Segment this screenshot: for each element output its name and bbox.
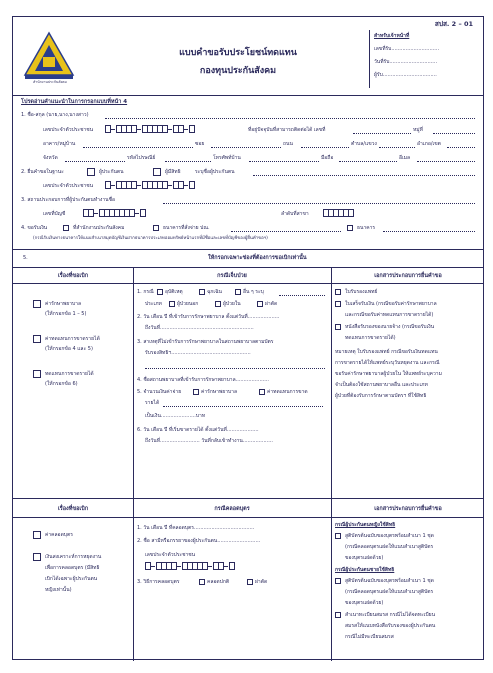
childbirth-cost-checkbox[interactable]	[33, 531, 41, 539]
branch-digit-boxes[interactable]	[323, 209, 353, 217]
address-no-field[interactable]	[353, 132, 411, 134]
doc-item: ใบเสร็จรับเงิน (กรณีขอรับค่ารักษาพยาบาล	[345, 301, 437, 307]
doc-item: ของบุตรแฝดด้วย)	[345, 555, 384, 561]
table2-col2-header: กรณีคลอดบุตร	[214, 506, 250, 512]
inpatient-label: ผู้ป่วยใน	[223, 301, 241, 307]
doc-employer-cert-checkbox[interactable]	[335, 324, 341, 330]
birth-date-label: 1. วัน เดือน ปี ที่คลอดบุตร......................................	[137, 525, 255, 531]
medical-cost-checkbox[interactable]	[33, 300, 41, 308]
province-field[interactable]	[65, 160, 125, 162]
sickness-case-label: 1. กรณี	[137, 289, 154, 295]
other-case-checkbox[interactable]	[235, 289, 241, 295]
province-label: จังหวัด	[43, 155, 58, 161]
reason-label: 3. สาเหตุที่ไม่เข้ารับการรักษาพยาบาลในสถานพยาบาลตามบัตร	[137, 339, 274, 345]
email-field[interactable]	[417, 160, 475, 162]
doc-item: (กรณีคลอดบุตรแฝดให้แนบสำเนาสูติบัตร	[345, 544, 434, 550]
medical-amount-checkbox[interactable]	[193, 389, 199, 395]
table1-col3-header: เอกสารประกอบการยื่นคำขอ	[374, 273, 442, 279]
outpatient-checkbox[interactable]	[169, 301, 175, 307]
spouse-name-label: 2. ชื่อ สามีหรือภรรยาของผู้ประกันตน...........................	[137, 538, 261, 544]
office-heading: สำหรับเจ้าหน้าที่	[374, 33, 410, 39]
tambon-label: ตำบล/แขวง	[351, 141, 377, 147]
pay-sso-checkbox[interactable]	[63, 225, 69, 231]
amphoe-field[interactable]	[447, 146, 475, 148]
income-amount-checkbox[interactable]	[259, 389, 265, 395]
doc-marriage-cert-checkbox[interactable]	[335, 612, 341, 618]
doc-item: กรณีไม่มีทะเบียนสมรส	[345, 634, 394, 640]
claim-item: เบิกได้เฉพาะผู้ประกันตน	[45, 576, 98, 582]
claim-item: ทดแทนการขาดรายได้	[45, 371, 94, 377]
road-label: ถนน	[283, 141, 293, 147]
amphoe-label: อำเภอ/เขต	[417, 141, 441, 147]
received-date-field[interactable]: วันที่รับ..............................	[374, 59, 438, 65]
doc-medical-cert-checkbox[interactable]	[335, 289, 341, 295]
tambon-field[interactable]	[379, 146, 415, 148]
doc-item: ทดแทนการขาดรายได้)	[345, 335, 396, 341]
beneficiary-checkbox[interactable]	[153, 168, 161, 176]
moo-label: หมู่ที่	[413, 127, 423, 133]
received-no-field[interactable]: เลขที่รับ..............................	[374, 46, 440, 52]
form-number: สปส. 2 – 01	[434, 20, 473, 28]
surgery-checkbox[interactable]	[257, 301, 263, 307]
claim-item: ค่าคลอดบุตร	[45, 532, 73, 538]
phone-label: โทรศัพท์บ้าน	[213, 155, 241, 161]
amount-detail-field[interactable]	[163, 405, 323, 407]
table1-top-border	[13, 267, 483, 268]
postcode-field[interactable]	[165, 160, 211, 162]
id-label: เลขประจำตัวประชาชน	[43, 127, 94, 133]
other-case-label: อื่น ๆ ระบุ	[243, 289, 264, 295]
other-case-field[interactable]	[279, 294, 325, 296]
doc-female-heading: กรณีผู้ประกันตนหญิงใช้สิทธิ	[335, 522, 396, 528]
pay-bank-label: ธนาคาร	[357, 225, 376, 231]
surgery-label: ผ่าตัด	[265, 301, 278, 307]
branch-label: ลำดับที่สาขา	[281, 211, 309, 217]
doc-item: (กรณีคลอดบุตรแฝดให้แนบสำเนาสูติบัตร	[345, 589, 434, 595]
medical-amount-label: ค่ารักษาพยาบาล	[201, 389, 238, 395]
divider	[13, 95, 483, 96]
accident-checkbox[interactable]	[157, 289, 163, 295]
table1-col2-header: กรณีเจ็บป่วย	[217, 273, 247, 279]
return-date-label: ถึงวันที่......................... วันที่กลับเข้าทำงาน...................	[145, 438, 274, 444]
form-title: แบบคำขอรับประโยชน์ทดแทน	[179, 48, 297, 58]
doc-receipt-checkbox[interactable]	[335, 301, 341, 307]
table1-header-border	[13, 283, 483, 284]
outpatient-label: ผู้ป่วยนอก	[177, 301, 199, 307]
income-amount-label-cont: รายได้	[145, 400, 160, 406]
claim-item-note: (ให้กรอกข้อ 4 และ 5)	[45, 346, 93, 352]
doc-note: การขาดรายได้ให้แพทย์ระบุวันหยุดงาน และกรณี	[335, 360, 440, 366]
claim-item: ค่าทดแทนการขาดรายได้	[45, 336, 100, 342]
insured-option-label: ผู้ประกันตน	[99, 169, 124, 175]
table1-col1-header: เรื่องที่ขอเบิก	[57, 273, 89, 279]
doc-birth-cert-female-checkbox[interactable]	[335, 533, 341, 539]
mobile-label: มือถือ	[321, 155, 334, 161]
claim-item: ค่ารักษาพยาบาล	[45, 301, 82, 307]
normal-delivery-checkbox[interactable]	[199, 579, 205, 585]
doc-item: สำเนาทะเบียนสมรส กรณีไม่ได้จดทะเบียน	[345, 612, 435, 618]
maternity-leave-checkbox[interactable]	[33, 553, 41, 561]
bank-note: (กรณีรับเงินทางธนาคารให้แนบสำเนาสมุดบัญชีเงินฝากธนาคารประเภทออมทรัพย์หน้าแรกที่มีชื่อและเลขที่บัญชีของผู้ยื่นคำขอฯ)	[33, 236, 268, 241]
spouse-id-label: เลขประจำตัวประชาชน	[145, 552, 196, 558]
insured-id-digit-boxes[interactable]	[105, 181, 194, 189]
doc-note: หมายเหตุ ใบรับรองแพทย์ กรณีขอรับเงินทดแทน	[335, 349, 438, 355]
income-compensation-checkbox[interactable]	[33, 370, 41, 378]
postal-field[interactable]	[231, 230, 341, 232]
income-amount-label: ค่าทดแทนการขาด	[267, 389, 308, 395]
treatment-end-label: ถึงวันที่...........................................................	[145, 325, 254, 331]
doc-item: และกรณีขอรับค่าทดแทนการขาดรายได้)	[345, 312, 434, 318]
employer-label: 3. สถานประกอบการที่ผู้ประกันตนทำงานชื่อ	[21, 197, 115, 203]
doc-item: ใบรับรองแพทย์	[345, 289, 378, 295]
doc-item: สมรสให้แนบหนังสือรับรองของผู้ประกันตน	[345, 623, 436, 629]
table2-header-border	[13, 517, 483, 518]
building-field[interactable]	[83, 146, 193, 148]
table2-col1-header: เรื่องที่ขอเบิก	[57, 506, 89, 512]
spouse-id-digit-boxes[interactable]	[145, 562, 234, 570]
postcode-label: รหัสไปรษณีย์	[127, 155, 156, 161]
form-subtitle: กองทุนประกันสังคม	[199, 66, 277, 76]
patient-type-label: ประเภท	[145, 301, 162, 307]
cesarean-checkbox[interactable]	[247, 579, 253, 585]
office-use-box	[369, 30, 479, 88]
amount-label: 5. จำนวนเงินค่าจ่าย	[137, 389, 182, 395]
name-field[interactable]	[105, 117, 475, 119]
claim-item-note: (ให้กรอกข้อ 1 – 5)	[45, 311, 87, 317]
claim-item: เพื่อการคลอดบุตร (มีสิทธิ	[45, 565, 100, 571]
reason-extra-field[interactable]	[145, 367, 325, 369]
employer-field[interactable]	[163, 202, 475, 204]
email-label: อีเมล	[399, 155, 411, 161]
receiver-field[interactable]: ผู้รับ..................................	[374, 72, 437, 78]
account-label: เลขที่บัญชี	[43, 211, 66, 217]
insured-checkbox[interactable]	[87, 168, 95, 176]
reason-field[interactable]: รับรองสิทธิฯ..................................................	[145, 350, 251, 356]
moo-field[interactable]	[433, 132, 475, 134]
insured-name-field[interactable]	[253, 174, 475, 176]
beneficiary-option-label: ผู้มีสิทธิ	[165, 169, 181, 175]
hospital-name-label: 4. ชื่อสถานพยาบาลที่เข้ารับการรักษาพยาบาล.....................	[137, 377, 270, 383]
mobile-field[interactable]	[339, 160, 397, 162]
doc-item: สูติบัตรต้นฉบับของบุตรพร้อมสำเนา 1 ชุด	[345, 578, 434, 584]
income-loss-checkbox[interactable]	[33, 335, 41, 343]
emergency-checkbox[interactable]	[199, 289, 205, 295]
applicant-type-label: 2. ยื่นคำขอในฐานะ	[21, 169, 64, 175]
name-label: 1. ชื่อ-สกุล (นาย,นาง,นางสาว)	[21, 112, 89, 118]
pay-postal-label: ธนาคารที่สั่งจ่าย ปณ.	[163, 225, 210, 231]
phone-field[interactable]	[249, 160, 319, 162]
table2-top-border	[13, 498, 483, 499]
table-divider	[133, 498, 134, 661]
doc-note: ผู้ป่วยที่ต้องรับการรักษาตามบัตรฯ ที่ใช้สิทธิ	[335, 393, 427, 399]
cesarean-label: ผ่าตัด	[255, 579, 268, 585]
insured-id-label: เลขประจำตัวประชาชน	[43, 183, 94, 189]
pay-bank-checkbox[interactable]	[347, 225, 353, 231]
claim-item: เงินสงเคราะห์การหยุดงาน	[45, 554, 102, 560]
id-digit-boxes[interactable]	[105, 125, 194, 133]
insured-name-label: ระบุชื่อผู้ประกันตน	[195, 169, 235, 175]
pay-sso-label: ที่สำนักงานประกันสังคม	[73, 225, 125, 231]
sso-logo-icon	[21, 31, 77, 81]
income-loss-date-label: 6. วัน เดือน ปี ที่เริ่มขาดรายได้ ตั้งแต่วันที่....................	[137, 427, 259, 433]
soi-label: ซอย	[195, 141, 205, 147]
payment-label: 4. ขอรับเงิน	[21, 225, 48, 231]
road-field[interactable]	[301, 146, 349, 148]
doc-male-heading: กรณีผู้ประกันตนชายใช้สิทธิ	[335, 567, 395, 573]
normal-delivery-label: คลอดปกติ	[207, 579, 230, 585]
table-divider	[331, 498, 332, 661]
soi-field[interactable]	[211, 146, 281, 148]
form-page	[12, 16, 484, 660]
doc-item: สูติบัตรต้นฉบับของบุตรพร้อมสำเนา 1 ชุด	[345, 533, 434, 539]
table-divider	[133, 267, 134, 498]
claim-item: หญิงเท่านั้น)	[45, 587, 72, 593]
doc-note: ขอรับค่ารักษาพยาบาลผู้ป่วยใน ให้แพทย์ระบุความ	[335, 371, 442, 377]
doc-birth-cert-male-checkbox[interactable]	[335, 578, 341, 584]
accident-label: อุบัติเหตุ	[165, 289, 183, 295]
inpatient-checkbox[interactable]	[215, 301, 221, 307]
bank-field[interactable]	[383, 230, 475, 232]
table2-col3-header: เอกสารประกอบการยื่นคำขอ	[374, 506, 442, 512]
table-divider	[331, 267, 332, 498]
doc-item: ของบุตรแฝดด้วย)	[345, 600, 384, 606]
building-label: อาคาร/หมู่บ้าน	[43, 141, 76, 147]
claim-item-note: (ให้กรอกข้อ 6)	[45, 381, 78, 387]
treatment-date-label: 2. วัน เดือน ปี ที่เข้ารับการรักษาพยาบาล ตั้งแต่วันที่....................	[137, 314, 280, 320]
doc-item: หนังสือรับรองของนายจ้าง (กรณีขอรับเงิน	[345, 324, 435, 330]
instructions: โปรดอ่านคำแนะนำในการกรอกแบบที่หน้า 4	[21, 99, 128, 105]
address-label: ที่อยู่ปัจจุบันที่สามารถติดต่อได้ เลขที่	[248, 127, 326, 133]
section5-title: ให้กรอกเฉพาะช่องที่ต้องการขอเบิกเท่านั้น	[208, 255, 307, 261]
pay-postal-checkbox[interactable]	[153, 225, 159, 231]
section5-number: 5.	[23, 255, 28, 261]
divider	[13, 249, 483, 250]
logo-caption: สำนักงานประกันสังคม	[33, 80, 67, 84]
amount-field[interactable]: เป็นเงิน......................บาท	[145, 413, 206, 419]
delivery-method-label: 3. วิธีการคลอดบุตร	[137, 579, 180, 585]
doc-note: จำเป็นต้องใช้สถานพยาบาลอื่น และประเภท	[335, 382, 428, 388]
emergency-label: ฉุกเฉิน	[207, 289, 222, 295]
account-digit-boxes[interactable]	[83, 209, 145, 217]
